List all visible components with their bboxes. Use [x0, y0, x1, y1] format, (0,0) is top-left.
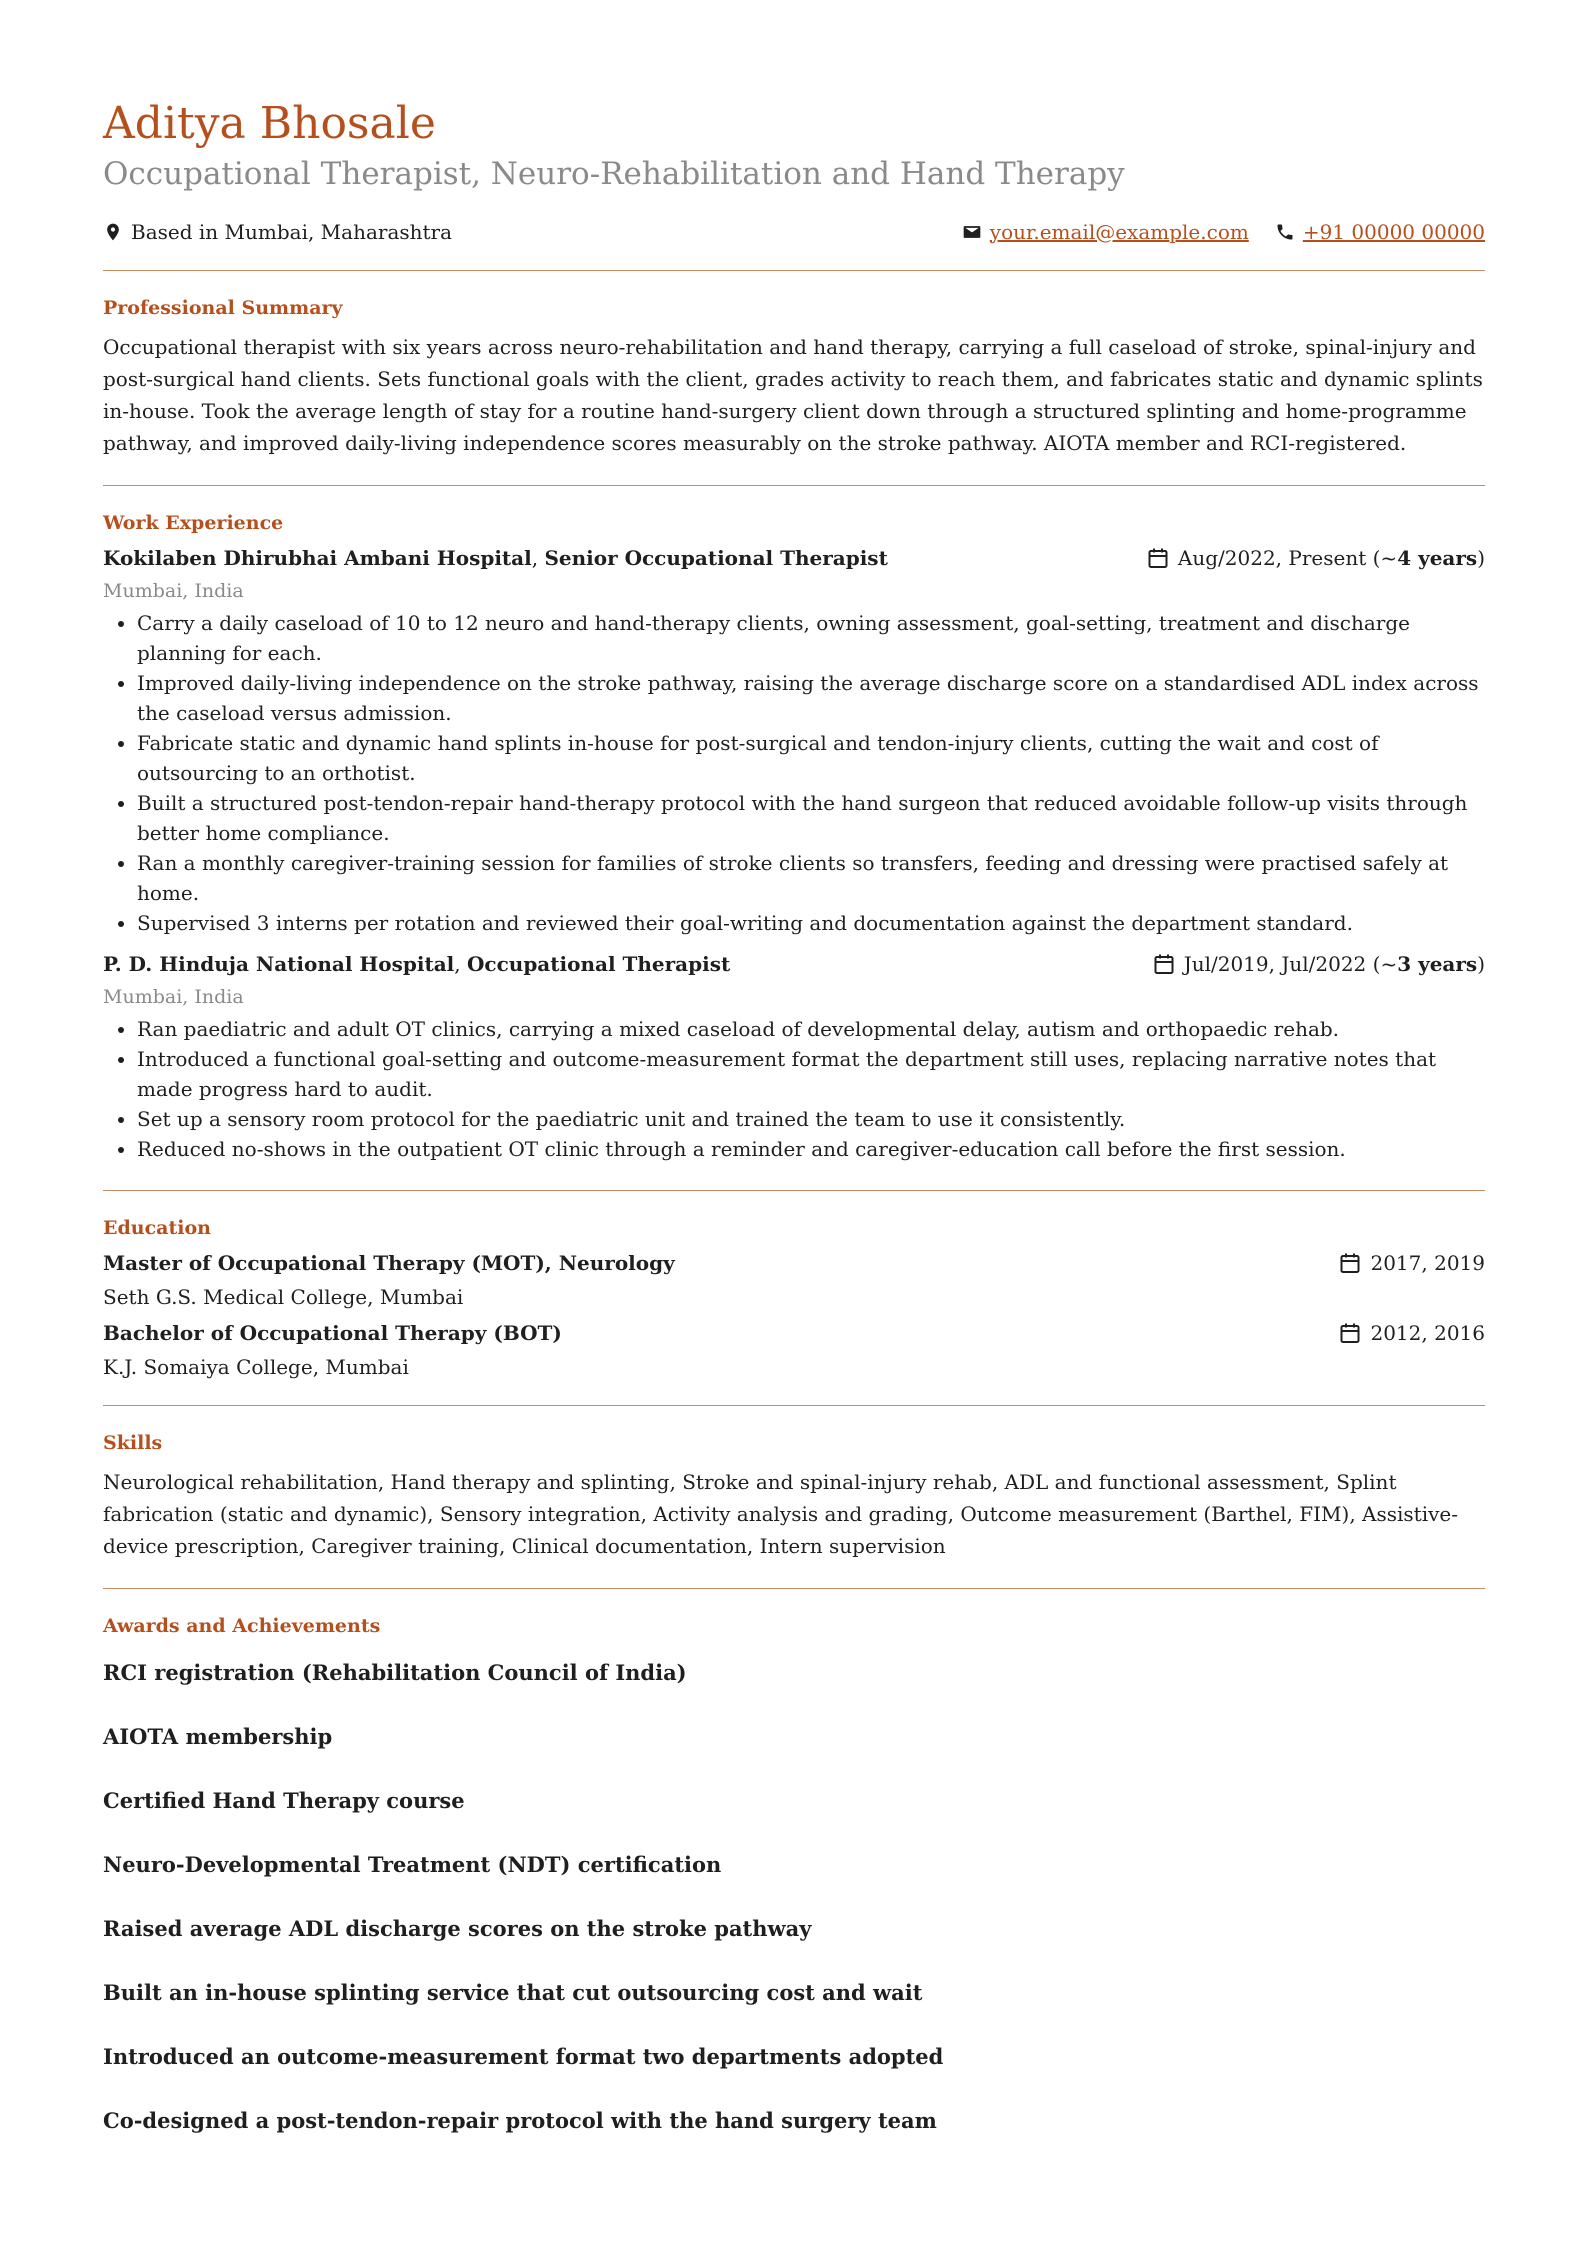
job-title-line: P. D. Hinduja National Hospital, Occupational Therapist: [103, 951, 731, 976]
degree-name: Master of Occupational Therapy (MOT), Neurology: [103, 1250, 675, 1275]
date-range: Aug/2022, Present (~: [1177, 545, 1398, 570]
location-item: [103, 220, 452, 244]
job-location: Mumbai, India: [103, 985, 244, 1008]
award-item: AIOTA membership: [103, 1723, 333, 1749]
bullet-item: • Carry a daily caseload of 10 to 12 neuro and hand-therapy clients, owning assessment, goal-setting, treatment and discharge planning for each.: [137, 608, 1485, 668]
job-header: [103, 546, 1485, 570]
employer-name: Kokilaben Dhirubhai Ambani Hospital: [103, 545, 532, 570]
duration: 3 years: [1397, 951, 1478, 976]
award-item: Certified Hand Therapy course: [103, 1787, 465, 1813]
date-close: ): [1477, 951, 1485, 976]
map-pin-icon: [103, 222, 123, 242]
education-entry: [103, 1251, 1485, 1275]
bullet-item: • Ran paediatric and adult OT clinics, carrying a mixed caseload of developmental delay, autism and orthopaedic rehab.: [137, 1014, 1485, 1044]
job-dates: [1152, 952, 1485, 976]
job-bullets: [103, 608, 1485, 938]
award-item: Neuro-Developmental Treatment (NDT) certification: [103, 1851, 722, 1877]
summary-section: [103, 271, 1485, 459]
award-item: Co-designed a post-tendon-repair protocol with the hand surgery team: [103, 2107, 937, 2133]
job-role: Occupational Therapist: [467, 951, 731, 976]
award-item: RCI registration (Rehabilitation Council of India): [103, 1659, 687, 1685]
date-close: ): [1477, 545, 1485, 570]
date-range: 2017, 2019: [1370, 1250, 1485, 1275]
location-text: Based in Mumbai, Maharashtra: [131, 219, 453, 244]
job-header: [103, 952, 1485, 976]
phone-item: [1275, 220, 1485, 244]
job-location: Mumbai, India: [103, 579, 244, 602]
summary-text: Occupational therapist with six years across neuro-rehabilitation and hand therapy, carrying a full caseload of stroke, spinal-injury and post-surgical hand clients. Sets functional goals with the client, grades activity to reach them, and fabricates static and dynamic splints in-house. Took the average length of stay for a routine hand-surgery client down through a structured splinting and home-programme pathway, and improved daily-living independence scores measurably on the stroke pathway. AIOTA member and RCI-registered.: [103, 334, 1483, 455]
section-heading: Awards and Achievements: [103, 1614, 381, 1637]
section-heading: Skills: [103, 1431, 163, 1454]
job-entry: [103, 952, 1485, 1164]
job-entry: [103, 546, 1485, 938]
bullet-item: • Supervised 3 interns per rotation and reviewed their goal-writing and documentation against the department standard.: [137, 908, 1485, 938]
section-heading: Professional Summary: [103, 296, 343, 319]
skills-section: [103, 1406, 1485, 1562]
school-name: Seth G.S. Medical College, Mumbai: [103, 1284, 464, 1309]
education-section: [103, 1191, 1485, 1379]
calendar-icon: [1146, 546, 1170, 570]
degree-name: Bachelor of Occupational Therapy (BOT): [103, 1320, 562, 1345]
school-name: K.J. Somaiya College, Mumbai: [103, 1354, 409, 1379]
mail-icon: [962, 222, 982, 242]
email-item: [962, 220, 1249, 244]
bullet-item: • Reduced no-shows in the outpatient OT clinic through a reminder and caregiver-education call before the first session.: [137, 1134, 1485, 1164]
job-title-line: Kokilaben Dhirubhai Ambani Hospital, Senior Occupational Therapist: [103, 545, 888, 570]
job-bullets: [103, 1014, 1485, 1164]
bullet-item: • Built a structured post-tendon-repair hand-therapy protocol with the hand surgeon that reduced avoidable follow-up visits through better home compliance.: [137, 788, 1485, 848]
skills-text: Neurological rehabilitation, Hand therapy and splinting, Stroke and spinal-injury rehab, ADL and functional assessment, Splint fabrication (static and dynamic), Sensory integration, Activity analysis and grading, Outcome measurement (Barthel, FIM), Assistive-device prescription, Caregiver training, Clinical documentation, Intern supervision: [103, 1469, 1458, 1558]
education-entry: [103, 1321, 1485, 1345]
calendar-icon: [1338, 1321, 1362, 1345]
date-range: 2012, 2016: [1370, 1320, 1485, 1345]
calendar-icon: [1152, 952, 1176, 976]
bullet-item: • Ran a monthly caregiver-training session for families of stroke clients so transfers, feeding and dressing were practised safely at home.: [137, 848, 1485, 908]
bullet-item: • Fabricate static and dynamic hand splints in-house for post-surgical and tendon-injury clients, cutting the wait and cost of outsourcing to an orthotist.: [137, 728, 1485, 788]
phone-link[interactable]: +91 00000 00000: [1302, 219, 1485, 244]
contact-links: [962, 220, 1485, 244]
section-heading: Work Experience: [103, 511, 284, 534]
duration: 4 years: [1397, 545, 1478, 570]
candidate-name: Aditya Bhosale: [103, 98, 436, 149]
job-dates: [1146, 546, 1485, 570]
education-dates: [1338, 1251, 1485, 1275]
phone-icon: [1275, 222, 1295, 242]
section-heading: Education: [103, 1216, 211, 1239]
award-item: Built an in-house splinting service that cut outsourcing cost and wait: [103, 1979, 923, 2005]
date-range: Jul/2019, Jul/2022 (~: [1183, 951, 1398, 976]
email-link[interactable]: your.email@example.com: [989, 219, 1249, 244]
employer-name: P. D. Hinduja National Hospital: [103, 951, 455, 976]
award-item: Introduced an outcome-measurement format two departments adopted: [103, 2043, 944, 2069]
contact-row: [103, 220, 1485, 244]
award-item: Raised average ADL discharge scores on the stroke pathway: [103, 1915, 812, 1941]
calendar-icon: [1338, 1251, 1362, 1275]
education-dates: [1338, 1321, 1485, 1345]
bullet-item: • Introduced a functional goal-setting and outcome-measurement format the department still uses, replacing narrative notes that made progress hard to audit.: [137, 1044, 1485, 1104]
awards-section: [103, 1589, 1485, 2133]
job-role: Senior Occupational Therapist: [544, 545, 888, 570]
bullet-item: • Set up a sensory room protocol for the paediatric unit and trained the team to use it consistently.: [137, 1104, 1485, 1134]
experience-section: [103, 486, 1485, 1164]
bullet-item: • Improved daily-living independence on the stroke pathway, raising the average discharge score on a standardised ADL index across the caseload versus admission.: [137, 668, 1485, 728]
candidate-title: Occupational Therapist, Neuro-Rehabilitation and Hand Therapy: [103, 155, 1125, 192]
